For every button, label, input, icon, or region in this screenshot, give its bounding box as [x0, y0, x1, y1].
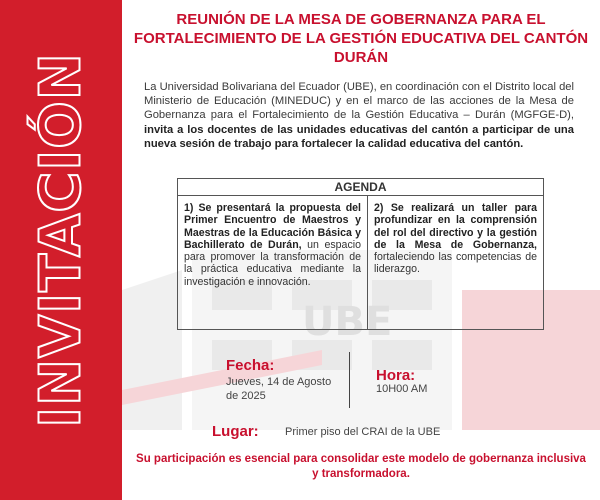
closing-statement: Su participación es esencial para consolidar este modelo de gobernanza inclusiva y transformadora. [136, 453, 586, 480]
agenda-item-1-bold: 1) Se presentará la propuesta del Primer Encuentro de Maestros y Maestras de la Educación Básica y Bachillerato de Durán, [184, 202, 361, 251]
hora-label: Hora: [376, 367, 416, 384]
intro-paragraph [144, 80, 574, 151]
date-time-divider [349, 352, 350, 408]
agenda-item-2-text: fortaleciendo las competencias de liderazgo. [374, 251, 537, 276]
fecha-label: Fecha: [226, 357, 275, 374]
intro-bold-text: invita a los docentes de las unidades educativas del cantón a participar de una nueva sesión de trabajo para fortalecer la calidad educativa del cantón. [144, 123, 574, 150]
watermark-ube-text: UBE [302, 299, 393, 345]
agenda-item-1 [178, 196, 368, 329]
invitation-content [122, 0, 600, 500]
agenda-heading: AGENDA [178, 179, 543, 196]
agenda-item-1-text: un espacio para promover la transformación de la práctica educativa mediante la investigación e innovación. [184, 238, 361, 288]
agenda-item-2-bold: 2) Se realizará un taller para profundizar en la comprensión del rol del directivo y la gestión de la Mesa de Gobernanza, [374, 202, 537, 251]
lugar-label: Lugar: [212, 423, 259, 440]
invitation-sidebar [0, 0, 122, 500]
invitation-word: INVITACIÓN [28, 52, 94, 428]
lugar-value: Primer piso del CRAI de la UBE [285, 426, 441, 438]
event-title: REUNIÓN DE LA MESA DE GOBERNANZA PARA EL FORTALECIMIENTO DE LA GESTIÓN EDUCATIVA DEL CANTÓN DURÁN [133, 11, 589, 66]
intro-plain-text: La Universidad Bolivariana del Ecuador (UBE), en coordinación con el Distrito local del Ministerio de Educación (MINEDUC) y en el marco de las acciones de la Mesa de Gobernanza para el Fortalecimiento de la Gestión Educativa – Durán (MGFGE-D), [144, 81, 574, 122]
agenda-item-2 [368, 196, 543, 329]
fecha-value: Jueves, 14 de Agosto de 2025 [226, 376, 332, 402]
hora-value: 10H00 AM [376, 383, 428, 395]
agenda-table [177, 178, 544, 330]
